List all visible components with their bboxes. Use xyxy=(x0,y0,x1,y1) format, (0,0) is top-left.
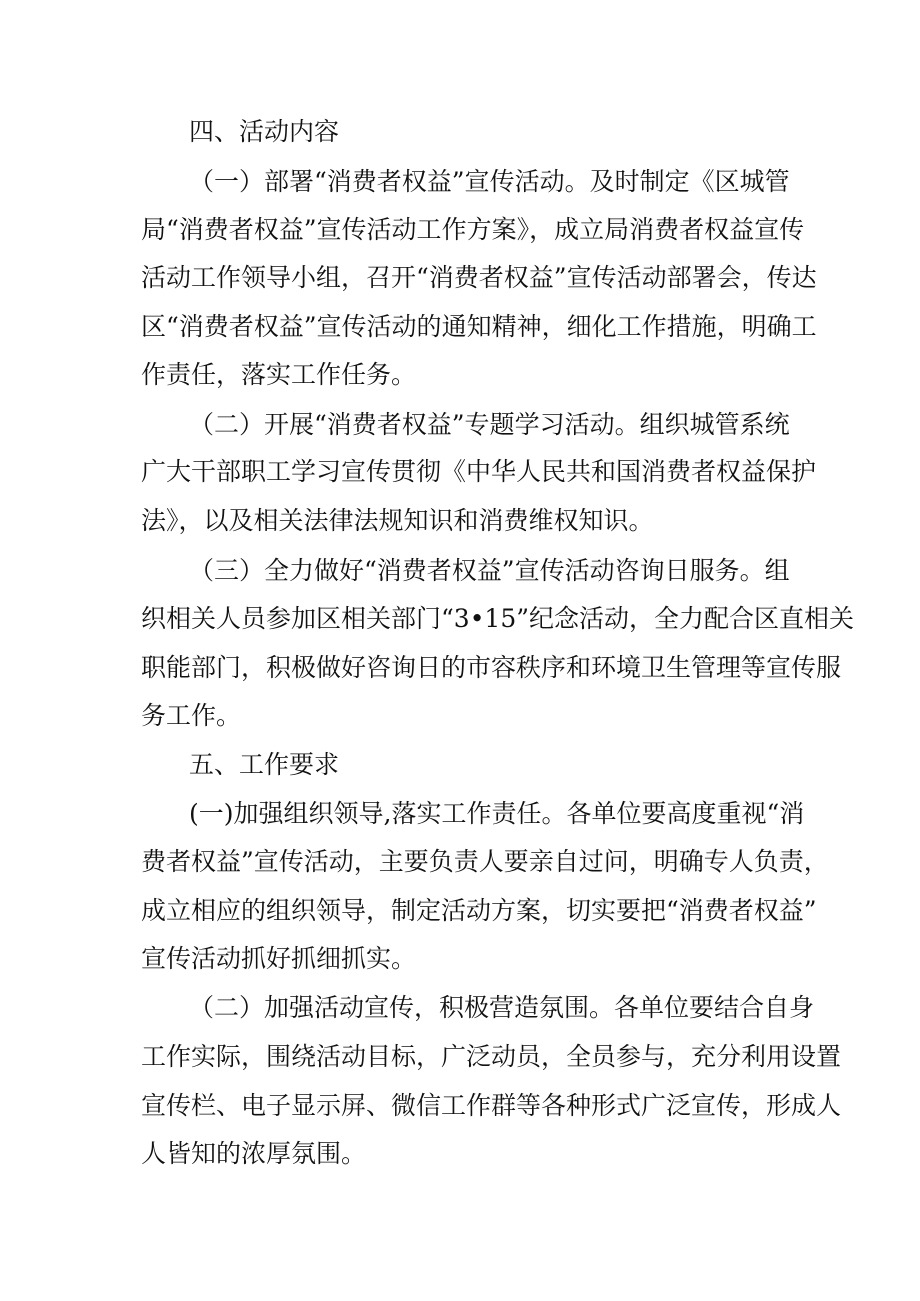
paragraph-5-2-line-2: 工作实际，围绕活动目标，广泛动员，全员参与，充分利用设置 xyxy=(141,1042,842,1071)
paragraph-5-1-line-2: 费者权益”宣传活动，主要负责人要亲自过问，明确专人负责， xyxy=(141,847,829,876)
paragraph-5-2-line-4: 人皆知的浓厚氛围。 xyxy=(141,1139,367,1168)
paragraph-4-1-line-1: （一）部署“消费者权益”宣传活动。及时制定《区城管 xyxy=(189,167,790,196)
section-heading-4: 四、活动内容 xyxy=(189,117,340,146)
paragraph-5-2-line-1: （二）加强活动宣传，积极营造氛围。各单位要结合自身 xyxy=(189,993,815,1022)
paragraph-4-2-line-1: （二）开展“消费者权益”专题学习活动。组织城管系统 xyxy=(189,410,790,439)
paragraph-4-1-line-3: 活动工作领导小组，召开“消费者权益”宣传活动部署会，传达 xyxy=(141,263,817,292)
paragraph-5-2-line-3: 宣传栏、电子显示屏、微信工作群等各种形式广泛宣传，形成人 xyxy=(141,1091,842,1120)
paragraph-4-1-line-5: 作责任，落实工作任务。 xyxy=(141,360,417,389)
paragraph-5-1-line-4: 宣传活动抓好抓细抓实。 xyxy=(141,944,417,973)
paragraph-5-1-line-3: 成立相应的组织领导，制定活动方案，切实要把“消费者权益” xyxy=(141,896,817,925)
paragraph-4-2-line-2: 广大干部职工学习宣传贯彻《中华人民共和国消费者权益保护 xyxy=(141,457,817,486)
paragraph-4-3-line-3: 职能部门，积极做好咨询日的市容秩序和环境卫生管理等宣传服 xyxy=(141,653,842,682)
paragraph-4-3-line-2: 织相关人员参加区相关部门“3•15”纪念活动，全力配合区直相关 xyxy=(141,604,855,633)
paragraph-4-3-line-1: （三）全力做好“消费者权益”宣传活动咨询日服务。组 xyxy=(189,556,790,585)
paragraph-4-3-line-4: 务工作。 xyxy=(141,701,242,730)
paragraph-4-1-line-2: 局“消费者权益”宣传活动工作方案》，成立局消费者权益宣传 xyxy=(141,215,805,244)
paragraph-5-1-line-1: (一)加强组织领导,落实工作责任。各单位要高度重视“消 xyxy=(189,799,805,828)
section-heading-5: 五、工作要求 xyxy=(189,750,340,779)
paragraph-4-1-line-4: 区“消费者权益”宣传活动的通知精神，细化工作措施，明确工 xyxy=(141,312,817,341)
paragraph-4-2-line-3: 法》，以及相关法律法规知识和消费维权知识。 xyxy=(141,506,654,535)
